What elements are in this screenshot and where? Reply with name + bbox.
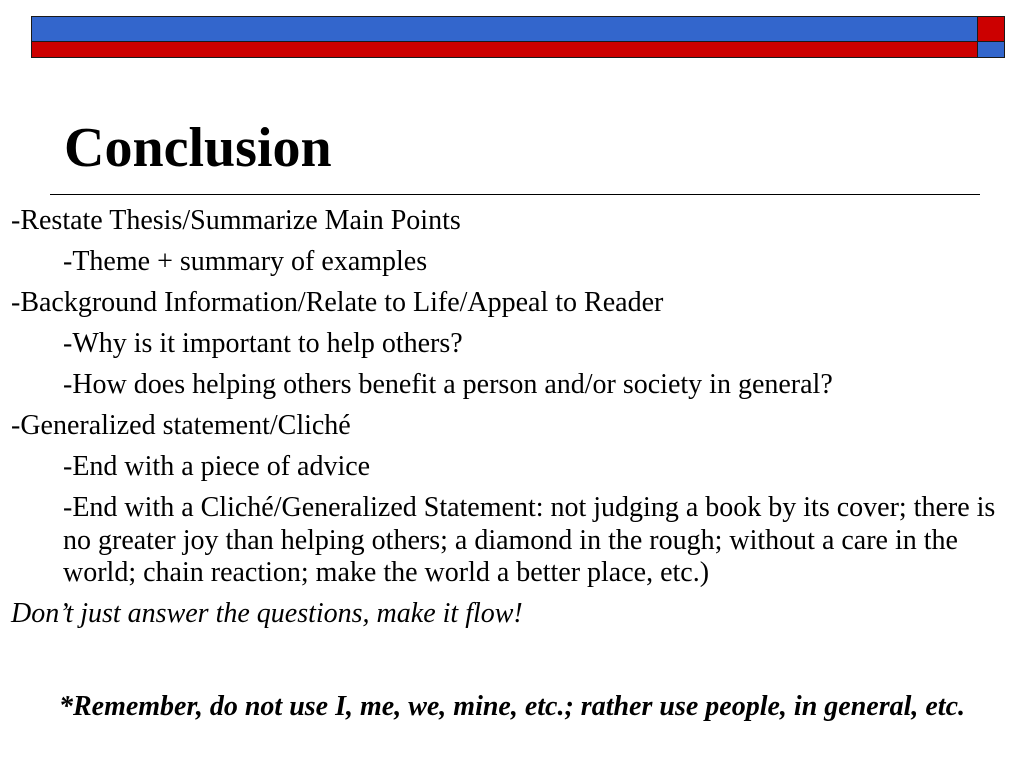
subpoint-why-help-others: -Why is it important to help others? xyxy=(63,328,463,359)
slide-body xyxy=(11,205,1011,639)
banner-red-square xyxy=(978,16,1005,42)
banner-blue-square xyxy=(978,42,1005,58)
banner-blue-bar xyxy=(31,16,978,42)
banner-red-bar xyxy=(31,42,978,58)
slide-title: Conclusion xyxy=(64,117,332,179)
point-restate-thesis: -Restate Thesis/Summarize Main Points xyxy=(11,205,461,236)
flow-note: Don’t just answer the questions, make it flow! xyxy=(11,598,523,629)
subpoint-cliche-examples: -End with a Cliché/Generalized Statement: not judging a book by its cover; there is no greater joy than helping others; a diamond in the rough; without a care in the world; chain reaction; make the world a better place, etc.) xyxy=(63,492,996,588)
header-banner xyxy=(31,16,1005,58)
subpoint-piece-of-advice: -End with a piece of advice xyxy=(63,451,371,482)
point-generalized-statement: -Generalized statement/Cliché xyxy=(11,410,351,441)
title-divider xyxy=(50,194,980,195)
subpoint-theme-summary: -Theme + summary of examples xyxy=(63,246,428,277)
subpoint-how-helping-benefits: -How does helping others benefit a person and/or society in general? xyxy=(63,369,833,400)
point-background-information: -Background Information/Relate to Life/Appeal to Reader xyxy=(11,287,664,318)
reminder-note: *Remember, do not use I, me, we, mine, etc.; rather use people, in general, etc. xyxy=(58,691,966,722)
